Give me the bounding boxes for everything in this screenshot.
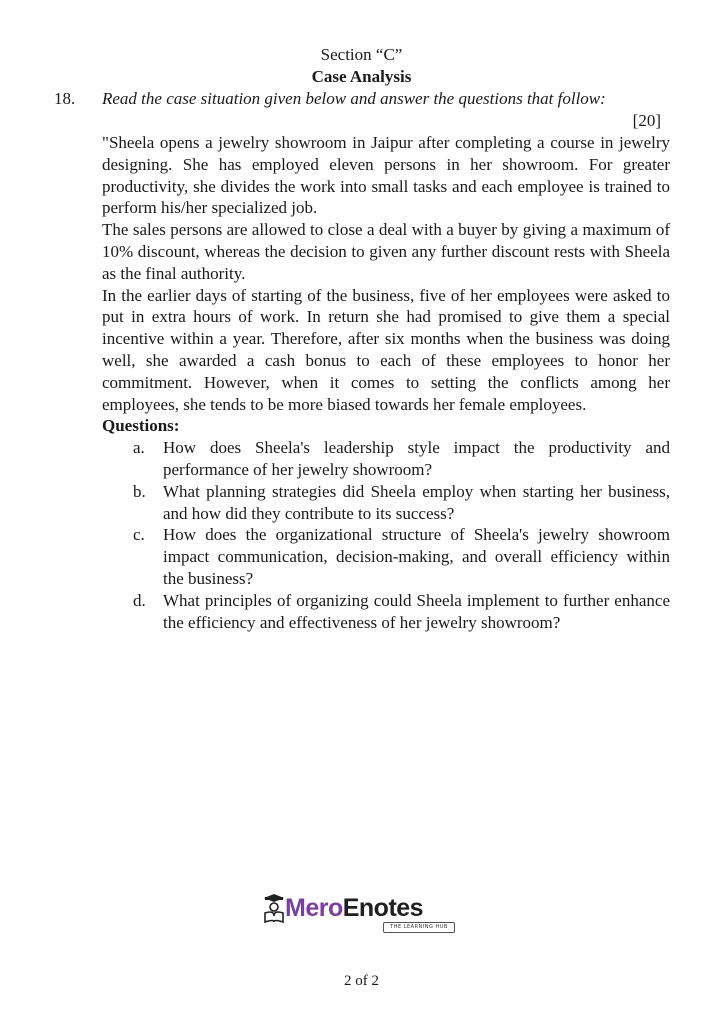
question-text: How does the organizational structure of Sheela's jewelry showroom impact communication, decision-making, and overall efficiency within the business? bbox=[163, 525, 670, 588]
graduation-reader-icon bbox=[263, 894, 285, 924]
question-item bbox=[102, 437, 670, 481]
case-body bbox=[102, 132, 670, 633]
question-letter: b. bbox=[133, 481, 146, 501]
questions-list bbox=[102, 437, 670, 633]
questions-heading: Questions: bbox=[102, 416, 180, 436]
question-text: How does Sheela's leadership style impact the productivity and performance of her jewelry showroom? bbox=[163, 438, 670, 479]
question-item bbox=[102, 481, 670, 525]
case-analysis-title: Case Analysis bbox=[311, 67, 412, 86]
meroenotes-logo bbox=[263, 888, 463, 940]
question-prompt: Read the case situation given below and answer the questions that follow: bbox=[102, 89, 606, 108]
logo-mero-text: Mero bbox=[285, 894, 343, 922]
question-item bbox=[102, 524, 670, 589]
question-text: What planning strategies did Sheela employ when starting her business, and how did they contribute to its success? bbox=[163, 481, 670, 523]
question-letter: a. bbox=[133, 438, 145, 458]
question-letter: c. bbox=[133, 525, 145, 545]
logo-tagline: THE LEARNING HUB bbox=[383, 922, 455, 933]
case-paragraph: "Sheela opens a jewelry showroom in Jaipur after completing a course in jewelry designing. She has employed eleven persons in her showroom. For greater productivity, she divides the work into small tasks and each employee is trained to perform his/her specialized job. bbox=[102, 133, 670, 218]
section-title: Section “C” bbox=[320, 45, 403, 64]
question-letter: d. bbox=[133, 590, 146, 610]
case-paragraph: The sales persons are allowed to close a deal with a buyer by giving a maximum of 10% discount, whereas the decision to given any further discount rests with Sheela as the final authority. bbox=[102, 220, 670, 283]
case-paragraph: In the earlier days of starting of the business, five of her employees were asked to put in extra hours of work. In return she had promised to give them a special incentive within a year. Therefore, after six months when the business was doing well, she awarded a cash bonus to each of these employees to honor her commitment. However, when it comes to setting the conflicts among her employees, she tends to be more biased towards her female employees. bbox=[102, 285, 670, 414]
question-item bbox=[102, 590, 670, 634]
question-number: 18. bbox=[54, 89, 76, 108]
question-marks: [20] bbox=[632, 111, 661, 130]
question-text: What principles of organizing could Sheela implement to further enhance the efficiency and effectiveness of her jewelry showroom? bbox=[163, 590, 670, 632]
page-number: 2 of 2 bbox=[344, 973, 379, 989]
logo-wordmark bbox=[285, 894, 423, 923]
logo-enotes-text: Enotes bbox=[342, 894, 424, 922]
